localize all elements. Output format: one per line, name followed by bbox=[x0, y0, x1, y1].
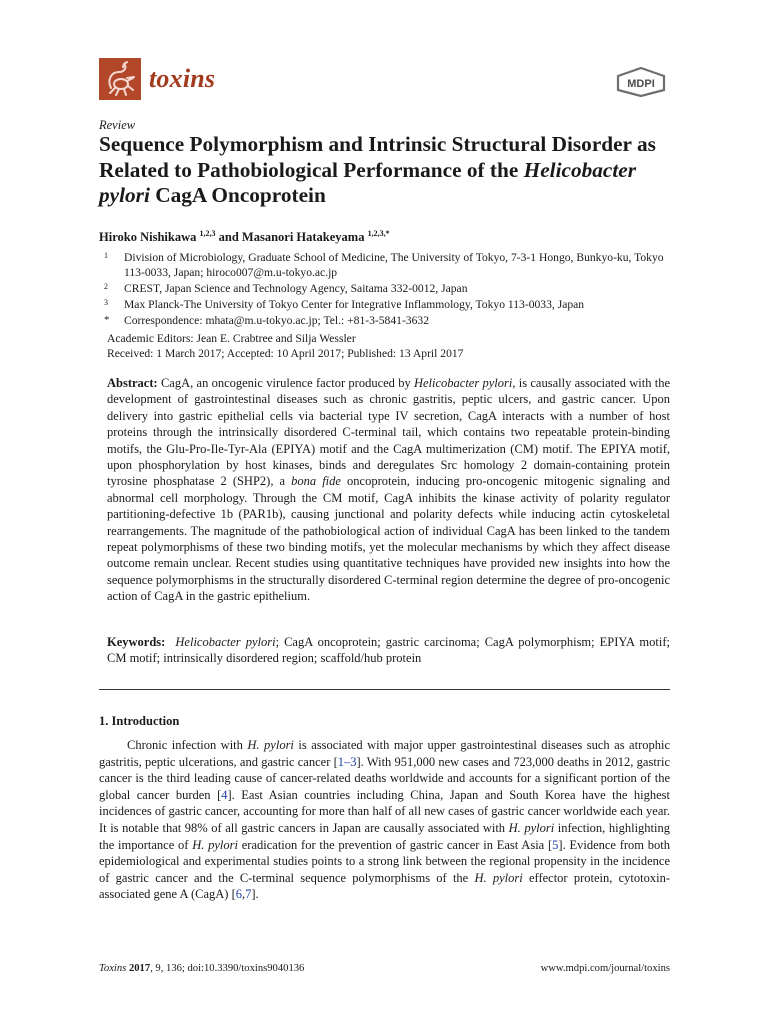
citation-link[interactable]: 5 bbox=[552, 837, 559, 852]
intro-text: ]. East Asian countries including China, Japan and South Korea have the highest incidences of gastric cancer, accounting for more than half of all new cases of gastric cancer worldwide each year. It is notable that 98% of all gastric cancers in Japan are causally associated with bbox=[99, 787, 670, 835]
abstract-italic: bona fide bbox=[291, 474, 341, 489]
affiliation-text: Division of Microbiology, Graduate School of Medicine, The University of Tokyo, 7-3-1 Hongo, Bunkyo-ku, Tokyo 113-0033, Japan; hiroco007@m.u-tokyo.ac.jp bbox=[124, 251, 664, 279]
intro-text: ]. Evidence from both epidemiological and experimental studies points to a strong link between the regional propensity in the incidence of gastric cancer and the C-terminal sequence polymorphisms of the bbox=[99, 837, 671, 885]
affiliation-list bbox=[104, 250, 674, 329]
title-part: Sequence Polymorphism and Intrinsic Structural Disorder as Related to Pathobiological Performance of the bbox=[99, 132, 656, 182]
scorpion-icon bbox=[99, 58, 141, 100]
intro-text: eradication for the prevention of gastric cancer in East Asia [ bbox=[237, 837, 553, 852]
citation-link[interactable]: 7 bbox=[245, 887, 252, 902]
section-heading-introduction: 1. Introduction bbox=[99, 714, 180, 728]
intro-italic: H. pylori bbox=[247, 738, 294, 752]
intro-text: is associated with major upper gastrointestinal diseases such as atrophic gastritis, peptic ulcerations, and gastric cancer [ bbox=[99, 738, 671, 769]
author-list bbox=[99, 229, 390, 245]
author-name[interactable]: Hiroko Nishikawa bbox=[99, 230, 197, 245]
author-name[interactable]: Masanori Hatakeyama bbox=[241, 230, 365, 245]
intro-italic: H. pylori bbox=[508, 820, 555, 835]
footer-citation bbox=[99, 963, 304, 974]
keywords bbox=[107, 634, 670, 667]
journal-name: toxins bbox=[149, 64, 216, 93]
affiliation-text: CREST, Japan Science and Technology Agency, Saitama 332-0012, Japan bbox=[124, 282, 468, 295]
citation-link[interactable]: 1–3 bbox=[337, 754, 357, 769]
abstract-label: Abstract: bbox=[107, 376, 158, 390]
section-divider bbox=[99, 689, 670, 690]
article-title bbox=[99, 132, 679, 209]
abstract-italic: Helicobacter pylori bbox=[413, 376, 513, 390]
intro-italic: H. pylori bbox=[192, 837, 238, 852]
abstract bbox=[107, 375, 670, 605]
article-meta bbox=[107, 331, 463, 361]
author-affiliation-marks: 1,2,3,* bbox=[367, 229, 390, 238]
intro-text: , bbox=[242, 887, 246, 902]
keyword-italic: Helicobacter pylori bbox=[175, 635, 276, 649]
affiliation-item bbox=[104, 297, 674, 312]
abstract-text: CagA, an oncogenic virulence factor produced by bbox=[157, 376, 414, 390]
journal-logo[interactable] bbox=[99, 58, 215, 100]
mdpi-logo-icon[interactable] bbox=[612, 66, 670, 98]
affiliation-item bbox=[104, 250, 674, 280]
title-part: CagA Oncoprotein bbox=[149, 183, 326, 207]
intro-text: ]. With 951,000 new cases and 723,000 deaths in 2012, gastric cancer is the third leading cause of cancer-related deaths worldwide and accounts for a significant portion of the global cancer burden [ bbox=[99, 754, 670, 802]
affiliation-mark: 2 bbox=[104, 282, 108, 291]
affiliation-item bbox=[104, 313, 674, 328]
intro-text: effector protein, cytotoxin-associated gene A (CagA) [ bbox=[99, 870, 670, 902]
introduction-paragraph bbox=[99, 737, 670, 903]
academic-editors: Academic Editors: Jean E. Crabtree and Silja Wessler bbox=[107, 332, 356, 345]
author-separator: and bbox=[215, 230, 242, 245]
title-species: Helicobacter pylori bbox=[99, 157, 637, 207]
affiliation-item bbox=[104, 281, 674, 296]
article-type: Review bbox=[99, 118, 136, 132]
footer-journal-url[interactable]: www.mdpi.com/journal/toxins bbox=[540, 963, 670, 974]
intro-text: ]. bbox=[251, 887, 259, 902]
intro-italic: H. pylori bbox=[474, 870, 523, 885]
affiliation-text: Max Planck-The University of Tokyo Center for Integrative Inflammology, Tokyo 113-0033, Japan bbox=[124, 298, 585, 311]
affiliation-mark: 1 bbox=[104, 251, 108, 260]
publisher-name: MDPI bbox=[627, 78, 655, 90]
citation-link[interactable]: 6 bbox=[235, 887, 243, 902]
article-dates: Received: 1 March 2017; Accepted: 10 April 2017; Published: 13 April 2017 bbox=[107, 347, 464, 360]
author-affiliation-marks: 1,2,3 bbox=[199, 229, 216, 238]
keywords-text: ; CagA oncoprotein; gastric carcinoma; CagA polymorphism; EPIYA motif; CM motif; intrinsically disordered region; scaffold/hub protein bbox=[107, 635, 670, 666]
abstract-text: , is causally associated with the development of gastrointestinal diseases such as chronic gastritis, peptic ulcers, and gastric cancer. Upon delivery into gastric epithelial cells via bacterial type IV secretion, CagA interacts with a number of host proteins through the intrinsically disordered C-terminal tail, which contains two repeatable protein-binding motifs, the Glu-Pro-Ile-Tyr-Ala (EPIYA) motif and the CagA multimerization (CM) motif. The EPIYA motif, upon phosphorylation by host kinases, binds and deregulates Src homology 2 domain-containing protein tyrosine phosphatase 2 (SHP2), a bbox=[107, 376, 670, 489]
abstract-text: oncoprotein, inducing pro-oncogenic mitogenic signaling and abnormal cell morphology. Through the CM motif, CagA inhibits the kinase activity of polarity regulator partitioning-defective 1b (PAR1b), causing junctional and polarity defects while inducing actin cytoskeletal rearrangements. The magnitude of the pathobiological action of individual CagA has been linked to the tandem repeat polymorphisms of these two binding motifs, yet the molecular mechanisms by which they affect disease outcome remain unclear. Recent studies using quantitative techniques have provided new insights into how the sequence polymorphisms in the structurally disordered C-terminal region determine the degree of pro-oncogenic action of CagA in the gastric epithelium. bbox=[107, 474, 671, 604]
affiliation-mark: * bbox=[104, 314, 110, 326]
correspondence-text: Correspondence: mhata@m.u-tokyo.ac.jp; Tel.: +81-3-5841-3632 bbox=[124, 314, 429, 327]
intro-text: infection, highlighting the importance of bbox=[99, 820, 670, 852]
footer-year: 2017 bbox=[128, 963, 151, 974]
footer-journal: Toxins bbox=[99, 963, 127, 974]
intro-text: Chronic infection with bbox=[127, 738, 248, 752]
citation-link[interactable]: 4 bbox=[221, 787, 228, 802]
keywords-label: Keywords: bbox=[107, 635, 166, 649]
footer-doi[interactable]: , 9, 136; doi:10.3390/toxins9040136 bbox=[150, 963, 305, 974]
affiliation-mark: 3 bbox=[104, 298, 108, 307]
